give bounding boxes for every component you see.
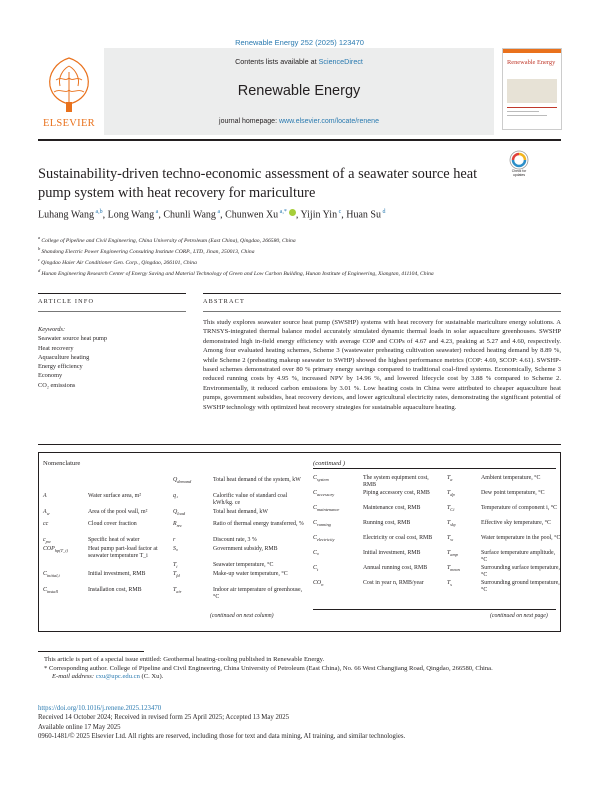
author-name[interactable]: Luhang Wang [38, 209, 94, 221]
author-affiliation-mark[interactable]: d [380, 209, 386, 215]
author-separator: , [295, 209, 301, 221]
available-line: Available online 17 May 2025 [38, 723, 121, 731]
cover-title: Renewable Energy [507, 59, 556, 66]
nomenclature-description: Cloud cover fraction [88, 521, 137, 527]
nomenclature-description: Surface temperature amplitude, °C [481, 550, 556, 564]
nomenclature-description: Electricity or coal cost, RMB [363, 535, 433, 541]
check-updates-label: Check for updates [511, 169, 527, 177]
masthead-divider [38, 139, 561, 141]
author-name[interactable]: Huan Su [346, 209, 381, 221]
nomenclature-description: Piping accessory cost, RMB [363, 490, 430, 496]
affiliations [38, 234, 558, 278]
nomenclature-description: Water temperature in the pool, °C [481, 535, 561, 541]
nomenclature-description: Dew point temperature, °C [481, 490, 545, 496]
nomenclature-description: Initial investment, RMB [363, 550, 421, 556]
nomenclature-symbol: C₀ [313, 550, 319, 556]
nomenclature-description: Make-up water temperature, °C [213, 571, 288, 577]
nomenclature-symbol: r [173, 537, 176, 543]
keyword: Seawater source heat pump [38, 335, 108, 343]
publication-info [38, 704, 561, 741]
cover-image [507, 79, 557, 103]
masthead-center [104, 48, 494, 135]
nomenclature-symbol: $A_w$ [43, 509, 50, 517]
nomenclature-description: Total heat demand, kW [213, 509, 268, 515]
keyword: Energy efficiency [38, 363, 83, 371]
nomenclature-symbol: $T_a$ [447, 475, 453, 483]
nomenclature-symbol: $C_{initial,i}$ [43, 571, 60, 579]
nomenclature-description: Seawater temperature, °C [213, 562, 274, 568]
nomenclature-symbol: $T_{fd}$ [173, 571, 180, 579]
affiliation-mark: d [38, 267, 42, 273]
history-line: Received 14 October 2024; Received in revised form 25 April 2025; Accepted 13 May 2025 [38, 714, 290, 722]
masthead [38, 48, 561, 135]
author-name[interactable]: Yijin Yin [300, 209, 338, 221]
nomenclature-description: Government subsidy, RMB [213, 546, 278, 552]
nomenclature-description: Indoor air temperature of greenhouse, °C [213, 587, 303, 601]
author-separator: , [220, 209, 226, 221]
article-info-rule-bottom [38, 311, 186, 312]
corresponding-author-note: * Corresponding author. College of Pipeline and Civil Engineering, China University of Petroleum (East China), No. 66 West Changjiang Road, Qingdao, 266580, China. [44, 664, 493, 672]
nomenclature-continued-title: (continued ) [313, 460, 346, 467]
check-updates-icon [506, 150, 532, 170]
contents-line [104, 57, 494, 66]
affiliation-item [38, 256, 558, 267]
nomenclature-description: Specific heat of water [88, 537, 140, 543]
author-affiliation-mark[interactable]: a [154, 209, 159, 215]
author-name[interactable]: Chunwen Xu [225, 209, 279, 221]
abstract-rule-top [203, 293, 561, 294]
affiliation-item [38, 234, 558, 245]
author-separator: , [158, 209, 164, 221]
abstract-heading: ABSTRACT [203, 298, 245, 305]
nomenclature-description: Running cost, RMB [363, 520, 411, 526]
homepage-line [104, 118, 494, 125]
nomenclature-continued-rule [313, 468, 556, 469]
keyword: Aquaculture heating [38, 353, 90, 361]
keyword: CO₂ emissions [38, 381, 76, 389]
nomenclature-symbol: $T_s$ [447, 580, 452, 588]
affiliation-text: Hunan Engineering Research Center of Energy Saving and Material Technology of Green and Low Carbon Building, Hunan Institute of Engineering, Xiangtan, 411104, China [41, 270, 434, 277]
orcid-icon[interactable] [289, 209, 296, 216]
nomenclature-description: Ambient temperature, °C [481, 475, 541, 481]
nomenclature-description: The system equipment cost, RMB [363, 475, 429, 489]
abstract-text: This study explores seawater source heat pump (SWSHP) systems with heat recovery for sustainable mariculture energy solutions. A TRNSYS-integrated thermal balance model accurately simulated dynamic thermal loads in solar aquaculture greenhouses. SWSHP demonstrated high in-field energy efficiency with average COP and COPs of 4.67 and 4.23, peaking at 5.27 and 4.60, respectively. Among four evaluated heating schemes, Scheme 3 (wastewater preheating cultivation seawater) reduced heating demand by 8.89 %, while Scheme 2 (preheating makeup seawater to SWHP) showed the highest performance metrics (COP: 4.69, SCOP: 4.61). SWSHP-based schemes demonstrated over 80 % primary energy savings compared to traditional coal-fired systems. Economically, Scheme 3 reduced running costs by 4.95 %, increased NPV by 14.96 %, and lowered lifecycle cost by 3.88 % compared to Scheme 2. Environmentally, it reduced carbon emissions by 3.01 %. Low heating costs in China were attributed to cheaper aquaculture heat pumps, government subsidies, heat recovery devices, and lower agricultural electricity rates, demonstrating the significant potential of SWSHP technology with optimized heat recovery strategies for sustainable aquaculture heating. [203, 319, 561, 411]
nomenclature-right-footer: (continued on next page) [490, 613, 548, 619]
nomenclature-symbol: $Q_{demand}$ [173, 477, 192, 485]
affiliation-mark: a [38, 235, 42, 240]
keywords-label: Keywords: [38, 326, 66, 333]
journal-name: Renewable Energy [237, 83, 361, 99]
nomenclature-symbol: q₁ [173, 493, 178, 499]
homepage-prefix: journal homepage: [219, 118, 279, 125]
nomenclature-symbol: $C_{system}$ [313, 475, 329, 483]
footnote-rule [38, 651, 144, 652]
nomenclature-description: Effective sky temperature, °C [481, 520, 551, 526]
affiliation-mark: c [38, 256, 42, 262]
nomenclature-description: Calorific value of standard coal kWh/kg. ce [213, 493, 288, 507]
nomenclature-description: Area of the pool wall, m² [88, 509, 148, 515]
sciencedirect-link[interactable]: ScienceDirect [318, 57, 363, 66]
nomenclature-description: Temperature of component i, °C [481, 505, 558, 511]
nomenclature-description: Ratio of thermal energy transferred, % [213, 521, 304, 527]
nomenclature-description: Cost in year n, RMB/year [363, 580, 424, 586]
nomenclature-left-footer: (continued on next column) [210, 613, 274, 619]
nomenclature-symbol: $CO_n$ [313, 580, 324, 588]
nomenclature-description: Maintenance cost, RMB [363, 505, 421, 511]
nomenclature-description: Surrounding surface temperature, °C [481, 565, 561, 579]
nomenclature-symbol: $T_{air}$ [173, 587, 182, 595]
nomenclature-symbol: $C_{maintenance}$ [313, 505, 340, 513]
nomenclature-description: Heat pump part-load factor at seawater temperature T_i [88, 546, 158, 560]
nomenclature-description: Annual running cost, RMB [363, 565, 428, 571]
author-name[interactable]: Chunli Wang [163, 209, 216, 221]
abstract-rule-bottom [203, 311, 561, 312]
nomenclature-description: Installation cost, RMB [88, 587, 142, 593]
nomenclature-symbol: $C_{install}$ [43, 587, 58, 595]
nomenclature-symbol: $C_t$ [313, 565, 319, 573]
nomenclature-symbol: A [43, 493, 47, 499]
nomenclature-symbol: S₀ [173, 546, 178, 552]
abstract-rule-end [38, 444, 561, 445]
author-affiliation-mark[interactable]: a,b [93, 209, 103, 215]
keyword: Economy [38, 372, 63, 380]
special-issue-note: This article is part of a special issue entitled: Geothermal heating-cooling published in Renewable Energy. [44, 656, 325, 663]
nomenclature-symbol: $COP_{hp(T\_i)}$ [43, 546, 68, 554]
nomenclature-symbol: $R_{rec}$ [173, 521, 183, 529]
elsevier-logo[interactable] [38, 52, 100, 132]
affiliation-item [38, 267, 558, 278]
affiliation-item [38, 245, 558, 256]
nomenclature-title: Nomenclature [43, 460, 81, 467]
nomenclature-description: Water surface area, m² [88, 493, 141, 499]
article-title: Sustainability-driven techno-economic assessment of a seawater source heat pump system with heat recovery for mariculture [38, 166, 478, 201]
email-suffix: (C. Xu). [139, 673, 164, 681]
affiliation-text: Qingdao Haier Air Conditioner Gen. Corp., Qingdao, 266101, China [41, 259, 197, 266]
email-note [38, 673, 561, 682]
affiliation-text: College of Pipeline and Civil Engineering, China University of Petroleum (East China), Qingdao, 266580, China [41, 237, 296, 244]
email-label: E-mail address: [52, 673, 95, 681]
cover-rule [507, 107, 557, 108]
nomenclature-symbol: $T_w$ [447, 535, 454, 543]
keyword: Heat recovery [38, 344, 74, 352]
nomenclature-description: Total heat demand of the system, kW [213, 477, 301, 483]
journal-cover-thumbnail[interactable] [502, 48, 562, 130]
nomenclature-symbol: $T_{dp}$ [447, 490, 455, 498]
author-affiliation-mark[interactable]: c [337, 209, 342, 215]
homepage-link[interactable]: www.elsevier.com/locate/renene [278, 118, 379, 125]
nomenclature-symbol: $T_{mean}$ [447, 565, 460, 573]
nomenclature-symbol: $Q_{load}$ [173, 509, 186, 517]
cover-band [503, 49, 561, 53]
author-affiliation-mark[interactable]: a,* [278, 209, 287, 215]
cover-rule-3 [507, 115, 547, 116]
nomenclature-symbol: cc [43, 521, 49, 527]
nomenclature-symbol: $c_{pw}$ [43, 537, 51, 545]
keywords-block [38, 325, 107, 390]
cover-rule-2 [507, 111, 539, 112]
author-separator: , [102, 209, 108, 221]
check-for-updates-button[interactable] [506, 150, 532, 178]
email-link[interactable]: cxu@upc.edu.cn [95, 673, 140, 681]
journal-citation[interactable]: Renewable Energy 252 (2025) 123470 [235, 38, 364, 47]
publisher-name: ELSEVIER [43, 118, 95, 129]
nomenclature-description: Discount rate, 3 % [213, 537, 257, 543]
author-list [38, 209, 385, 220]
nomenclature-right-end-rule [313, 609, 556, 610]
doi-link[interactable]: https://doi.org/10.1016/j.renene.2025.123470 [38, 705, 162, 712]
nomenclature-symbol: $T_{amp}$ [447, 550, 458, 558]
affiliation-text: Shandong Electric Power Engineering Consulting Institute CORP., LTD, Jinan, 250013, China [41, 248, 255, 255]
nomenclature-symbol: $T_{Ci}$ [447, 505, 455, 513]
footnotes [38, 656, 561, 682]
affiliation-mark: b [38, 245, 42, 251]
article-info-rule-top [38, 293, 186, 294]
nomenclature-symbol: $C_{electricity}$ [313, 535, 335, 543]
author-affiliation-mark[interactable]: a [215, 209, 221, 215]
contents-prefix: Contents lists available at [235, 57, 319, 66]
nomenclature-symbol: $C_{running}$ [313, 520, 331, 528]
nomenclature-description: Initial investment, RMB [88, 571, 146, 577]
nomenclature-symbol: $C_{accessory}$ [313, 490, 335, 498]
article-info-heading: ARTICLE INFO [38, 298, 95, 305]
copyright-line: 0960-1481/© 2025 Elsevier Ltd. All rights are reserved, including those for text and data mining, AI training, and similar technologies. [38, 732, 406, 740]
author-separator: , [341, 209, 347, 221]
nomenclature-symbol: $T_i$ [173, 562, 178, 570]
nomenclature-symbol: $T_{sky}$ [447, 520, 456, 528]
keywords-list [38, 334, 107, 390]
nomenclature-description: Surrounding ground temperature, °C [481, 580, 560, 594]
author-name[interactable]: Long Wang [107, 209, 155, 221]
